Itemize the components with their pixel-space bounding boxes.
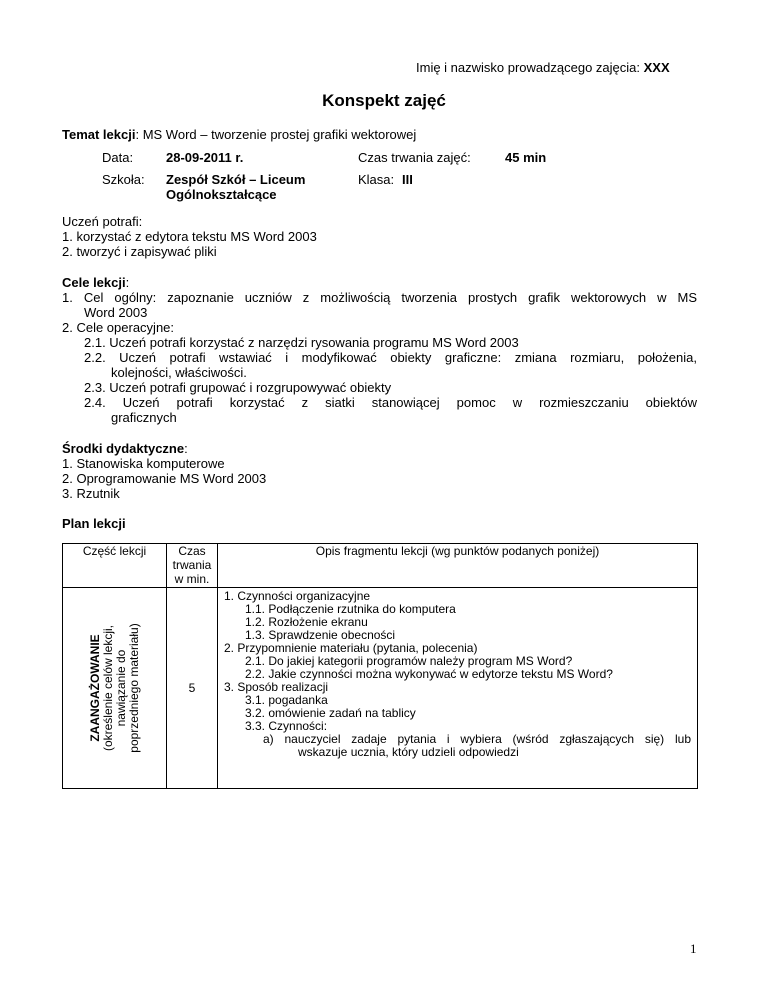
col-desc-header: Opis fragmentu lekcji (wg punktów podanych poniżej) [218,544,698,588]
class-value: III [402,172,413,187]
goals-heading-line: Cele lekcji: [62,275,130,290]
school-label: Szkoła: [102,172,145,187]
goal-general-line1: 1. Cel ogólny: zapoznanie uczniów z możliwością tworzenia prostych grafik wektorowych w MS [62,290,697,305]
part-cell [63,588,167,789]
desc-line: 2.1. Do jakiej kategorii programów należy program MS Word? [245,654,573,668]
time-cell: 5 [167,588,218,789]
prereq-item: 2. tworzyć i zapisywać pliki [62,244,217,259]
resources-heading-line: Środki dydaktyczne: [62,441,188,456]
goal-op-2-line2: kolejności, właściwości. [111,365,247,380]
desc-line: 3. Sposób realizacji [224,680,329,694]
desc-line: a) nauczyciel zadaje pytania i wybiera (wśród zgłaszających się) lub [263,732,691,746]
desc-content [218,588,697,788]
part-note: (określenie celów lekcji, nawiązanie do poprzedniego materiału) [100,623,141,753]
desc-line: 1. Czynności organizacyjne [224,589,371,603]
prereq-heading: Uczeń potrafi: [62,214,143,229]
desc-line: 1.1. Podłączenie rzutnika do komputera [245,602,456,616]
desc-line: 1.3. Sprawdzenie obecności [245,628,396,642]
desc-line: 3.3. Czynności: [245,719,328,733]
resource-item: 2. Oprogramowanie MS Word 2003 [62,471,267,486]
duration-label: Czas trwania zajęć: [358,150,471,165]
instructor-line [416,60,670,75]
part-name: ZAANGAŻOWANIE [87,634,102,742]
school-value-line2: Ogólnokształcące [166,187,277,202]
date-label: Data: [102,150,134,165]
resources-heading: Środki dydaktyczne [62,441,185,456]
goal-general-line2: Word 2003 [84,305,148,320]
goal-op-1: 2.1. Uczeń potrafi korzystać z narzędzi rysowania programu MS Word 2003 [84,335,519,350]
goal-operational-heading: 2. Cele operacyjne: [62,320,175,335]
plan-table-header-row [63,544,698,588]
school-value-line1: Zespół Szkół – Liceum [166,172,306,187]
table-row [63,588,698,789]
goal-op-2-line1: 2.2. Uczeń potrafi wstawiać i modyfikować obiekty graficzne: zmiana rozmiaru, położenia, [84,350,697,365]
plan-heading: Plan lekcji [62,516,126,531]
page-number: 1 [690,941,697,956]
desc-line: 2. Przypomnienie materiału (pytania, polecenia) [224,641,478,655]
desc-line: 3.2. omówienie zadań na tablicy [245,706,416,720]
goal-op-3: 2.3. Uczeń potrafi grupować i rozgrupowywać obiekty [84,380,392,395]
part-label-rotated [89,613,141,763]
col-time-header: Czas trwania w min. [167,544,218,588]
prereq-item: 1. korzystać z edytora tekstu MS Word 2003 [62,229,317,244]
instructor-label: Imię i nazwisko prowadzącego zajęcia: [416,60,640,75]
topic-line [62,127,416,142]
topic-label: Temat lekcji [62,127,136,142]
date-value: 28-09-2011 r. [166,150,244,165]
resource-item: 3. Rzutnik [62,486,120,501]
goal-op-4-line1: 2.4. Uczeń potrafi korzystać z siatki stanowiącej pomoc w rozmieszczaniu obiektów [84,395,697,410]
desc-line: wskazuje ucznia, który udzieli odpowiedzi [298,745,519,759]
desc-cell [218,588,698,789]
plan-table [62,543,698,789]
col-part-header: Część lekcji [63,544,167,588]
desc-line: 2.2. Jakie czynności można wykonywać w edytorze tekstu MS Word? [245,667,613,681]
goals-heading: Cele lekcji [62,275,126,290]
goal-op-4-line2: graficznych [111,410,177,425]
resource-item: 1. Stanowiska komputerowe [62,456,225,471]
page-title: Konspekt zajęć [322,91,446,110]
desc-line: 1.2. Rozłożenie ekranu [245,615,368,629]
duration-value: 45 min [505,150,547,165]
desc-line: 3.1. pogadanka [245,693,328,707]
class-label: Klasa: [358,172,395,187]
topic-value: : MS Word – tworzenie prostej grafiki wektorowej [135,127,417,142]
instructor-value: XXX [643,60,670,75]
